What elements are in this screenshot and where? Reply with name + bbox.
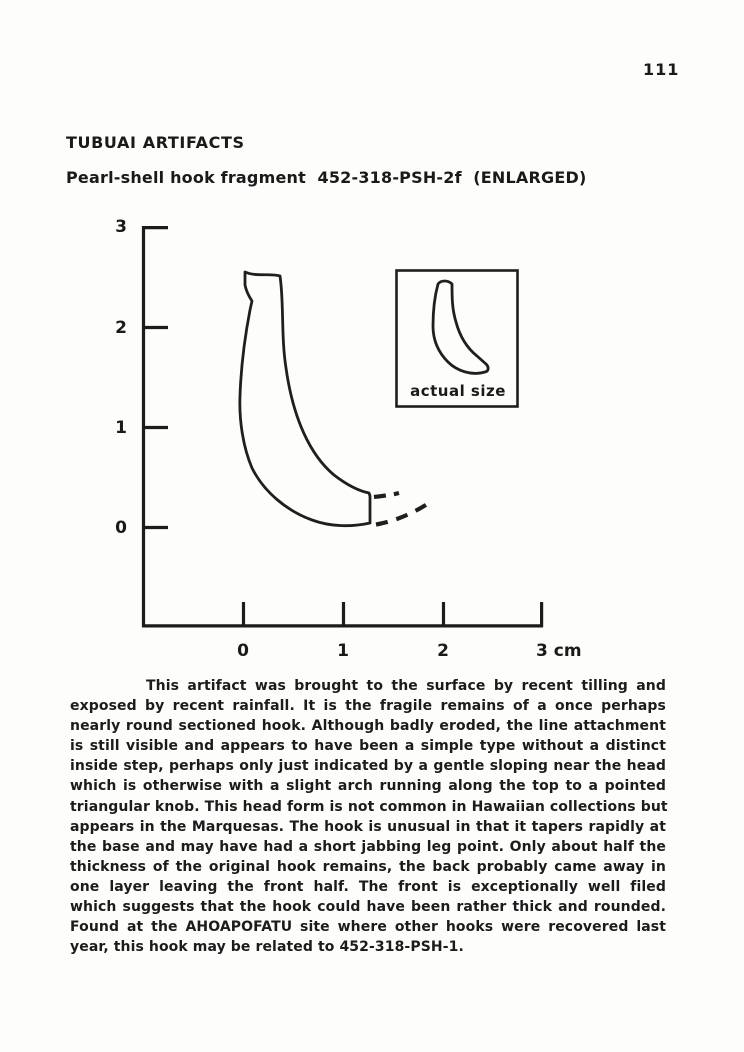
paragraph-line: appears in the Marquesas. The hook is unusual in that it tapers rapidly at [70,818,666,835]
x-tick-label-1: 1 [337,641,349,661]
paragraph-line: triangular knob. This head form is not common in Hawaiian collections but [70,798,668,815]
paragraph-line: year, this hook may be related to 452-318-PSH-1. [70,939,464,956]
paragraph-line: the base and may have had a short jabbing leg point. Only about half the [70,838,666,855]
inset-box [397,271,518,407]
page-number: 111 [643,60,680,79]
hook-outline-actual-size [433,281,488,373]
hook-missing-part-dashes [374,493,432,525]
section-heading: TUBUAI ARTIFACTS [66,133,245,152]
paragraph-line: exposed by recent rainfall. It is the fragile remains of a once perhaps [70,698,666,715]
paragraph-line: one layer leaving the front half. The front is exceptionally well filed [70,878,666,895]
paragraph-line: which is otherwise with a slight arch running along the top to a pointed [70,778,666,795]
inset-label: actual size [410,382,506,400]
paragraph-line: thickness of the original hook remains, the back probably came away in [70,858,666,875]
paragraph-line: is still visible and appears to have been a simple type without a distinct [70,738,666,755]
figure-axes [142,226,543,627]
y-tick-label-0: 0 [115,518,127,538]
paragraph-line: nearly round sectioned hook. Although badly eroded, the line attachment [70,718,666,735]
x-tick-label-2: 2 [437,641,449,661]
hook-missing-point-dash [376,501,432,525]
y-tick-label-2: 2 [115,318,127,338]
y-tick-label-1: 1 [115,418,127,438]
x-tick-label-3cm: 3 cm [536,641,582,661]
paragraph-line: which suggests that the hook could have been rather thick and rounded. [70,899,666,916]
paragraph-line: This artifact was brought to the surface by recent tilling and [146,678,666,694]
y-tick-label-3: 3 [115,217,127,237]
hook-missing-upper-dash [374,493,399,497]
paragraph-line: inside step, perhaps only just indicated by a gentle sloping near the head [70,758,666,775]
paragraph-line: Found at the AHOAPOFATU site where other hooks were recovered last [70,919,666,936]
body-paragraph [70,676,666,957]
x-tick-label-0: 0 [237,641,249,661]
hook-outline-enlarged [240,272,370,526]
figure-title: Pearl-shell hook fragment 452-318-PSH-2f (ENLARGED) [66,168,587,187]
